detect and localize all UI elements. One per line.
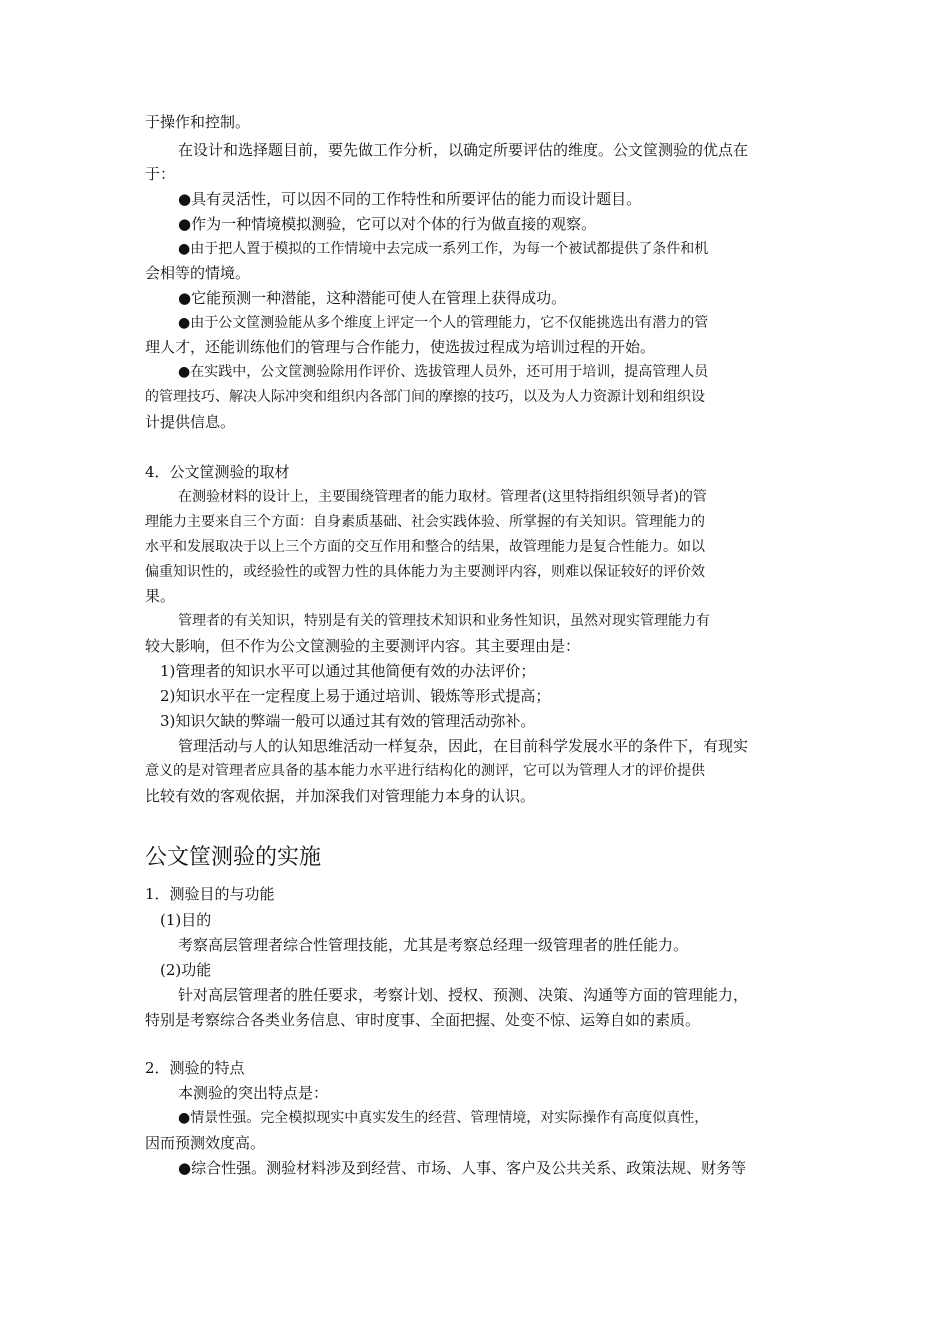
bullet-item: ●它能预测一种潜能，这种潜能可使人在管理上获得成功。 bbox=[178, 289, 567, 307]
text-line: 在测验材料的设计上，主要围绕管理者的能力取材。管理者(这里特指组织领导者)的管 bbox=[178, 489, 707, 505]
list-item: 2)知识水平在一定程度上易于通过培训、锻炼等形式提高； bbox=[160, 687, 551, 705]
text-line: 管理者的有关知识，特别是有关的管理技术知识和业务性知识，虽然对现实管理能力有 bbox=[178, 613, 710, 629]
text-line: 水平和发展取决于以上三个方面的交互作用和整合的结果，故管理能力是复合性能力。如以 bbox=[145, 539, 705, 555]
text-line: 比较有效的客观依据，并加深我们对管理能力本身的认识。 bbox=[145, 787, 536, 805]
text-line: 果。 bbox=[145, 587, 176, 605]
sub-heading: (2)功能 bbox=[160, 961, 212, 979]
section-heading: 1．测验目的与功能 bbox=[145, 885, 275, 903]
text-line: 在设计和选择题目前，要先做工作分析，以确定所要评估的维度。公文筐测验的优点在 bbox=[178, 141, 749, 159]
section-heading: 2．测验的特点 bbox=[145, 1059, 245, 1077]
text-line: 因而预测效度高。 bbox=[145, 1134, 266, 1152]
text-line: 于操作和控制。 bbox=[145, 113, 251, 131]
sub-heading: (1)目的 bbox=[160, 911, 212, 929]
text-line: 考察高层管理者综合性管理技能，尤其是考察总经理一级管理者的胜任能力。 bbox=[178, 936, 689, 954]
section-title: 公文筐测验的实施 bbox=[145, 845, 322, 870]
section-heading: 4．公文筐测验的取材 bbox=[145, 463, 290, 481]
text-line: 会相等的情境。 bbox=[145, 264, 251, 282]
bullet-item: ●由于公文筐测验能从多个维度上评定一个人的管理能力，它不仅能挑选出有潜力的管 bbox=[178, 315, 709, 331]
text-line: 意义的是对管理者应具备的基本能力水平进行结构化的测评，它可以为管理人才的评价提供 bbox=[145, 763, 705, 779]
text-line: 偏重知识性的，或经验性的或智力性的具体能力为主要测评内容，则难以保证较好的评价效 bbox=[145, 564, 705, 580]
text-line: 针对高层管理者的胜任要求，考察计划、授权、预测、决策、沟通等方面的管理能力， bbox=[178, 986, 749, 1004]
list-item: 3)知识欠缺的弊端一般可以通过其有效的管理活动弥补。 bbox=[160, 712, 536, 730]
text-line: 本测验的突出特点是： bbox=[178, 1084, 329, 1102]
bullet-item: ●在实践中，公文筐测验除用作评价、选拔管理人员外，还可用于培训，提高管理人员 bbox=[178, 364, 709, 380]
bullet-item: ●作为一种情境模拟测验，它可以对个体的行为做直接的观察。 bbox=[178, 215, 597, 233]
text-line: 理能力主要来自三个方面：自身素质基础、社会实践体验、所掌握的有关知识。管理能力的 bbox=[145, 514, 705, 530]
list-item: 1)管理者的知识水平可以通过其他简便有效的办法评价； bbox=[160, 662, 536, 680]
bullet-item: ●情景性强。完全模拟现实中真实发生的经营、管理情境，对实际操作有高度似真性， bbox=[178, 1110, 709, 1126]
bullet-item: ●综合性强。测验材料涉及到经营、市场、人事、客户及公共关系、政策法规、财务等 bbox=[178, 1159, 747, 1177]
text-line: 特别是考察综合各类业务信息、审时度事、全面把握、处变不惊、运筹自如的素质。 bbox=[145, 1011, 701, 1029]
text-line: 计提供信息。 bbox=[145, 413, 236, 431]
bullet-item: ●由于把人置于模拟的工作情境中去完成一系列工作，为每一个被试都提供了条件和机 bbox=[178, 241, 709, 257]
text-line: 管理活动与人的认知思维活动一样复杂，因此，在目前科学发展水平的条件下，有现实 bbox=[178, 737, 749, 755]
bullet-item: ●具有灵活性，可以因不同的工作特性和所要评估的能力而设计题目。 bbox=[178, 190, 642, 208]
text-line: 的管理技巧、解决人际冲突和组织内各部门间的摩擦的技巧，以及为人力资源计划和组织设 bbox=[145, 389, 705, 405]
text-line: 理人才，还能训练他们的管理与合作能力，使选拔过程成为培训过程的开始。 bbox=[145, 338, 656, 356]
text-line: 较大影响，但不作为公文筐测验的主要测评内容。其主要理由是： bbox=[145, 637, 581, 655]
text-line: 于： bbox=[145, 165, 176, 183]
